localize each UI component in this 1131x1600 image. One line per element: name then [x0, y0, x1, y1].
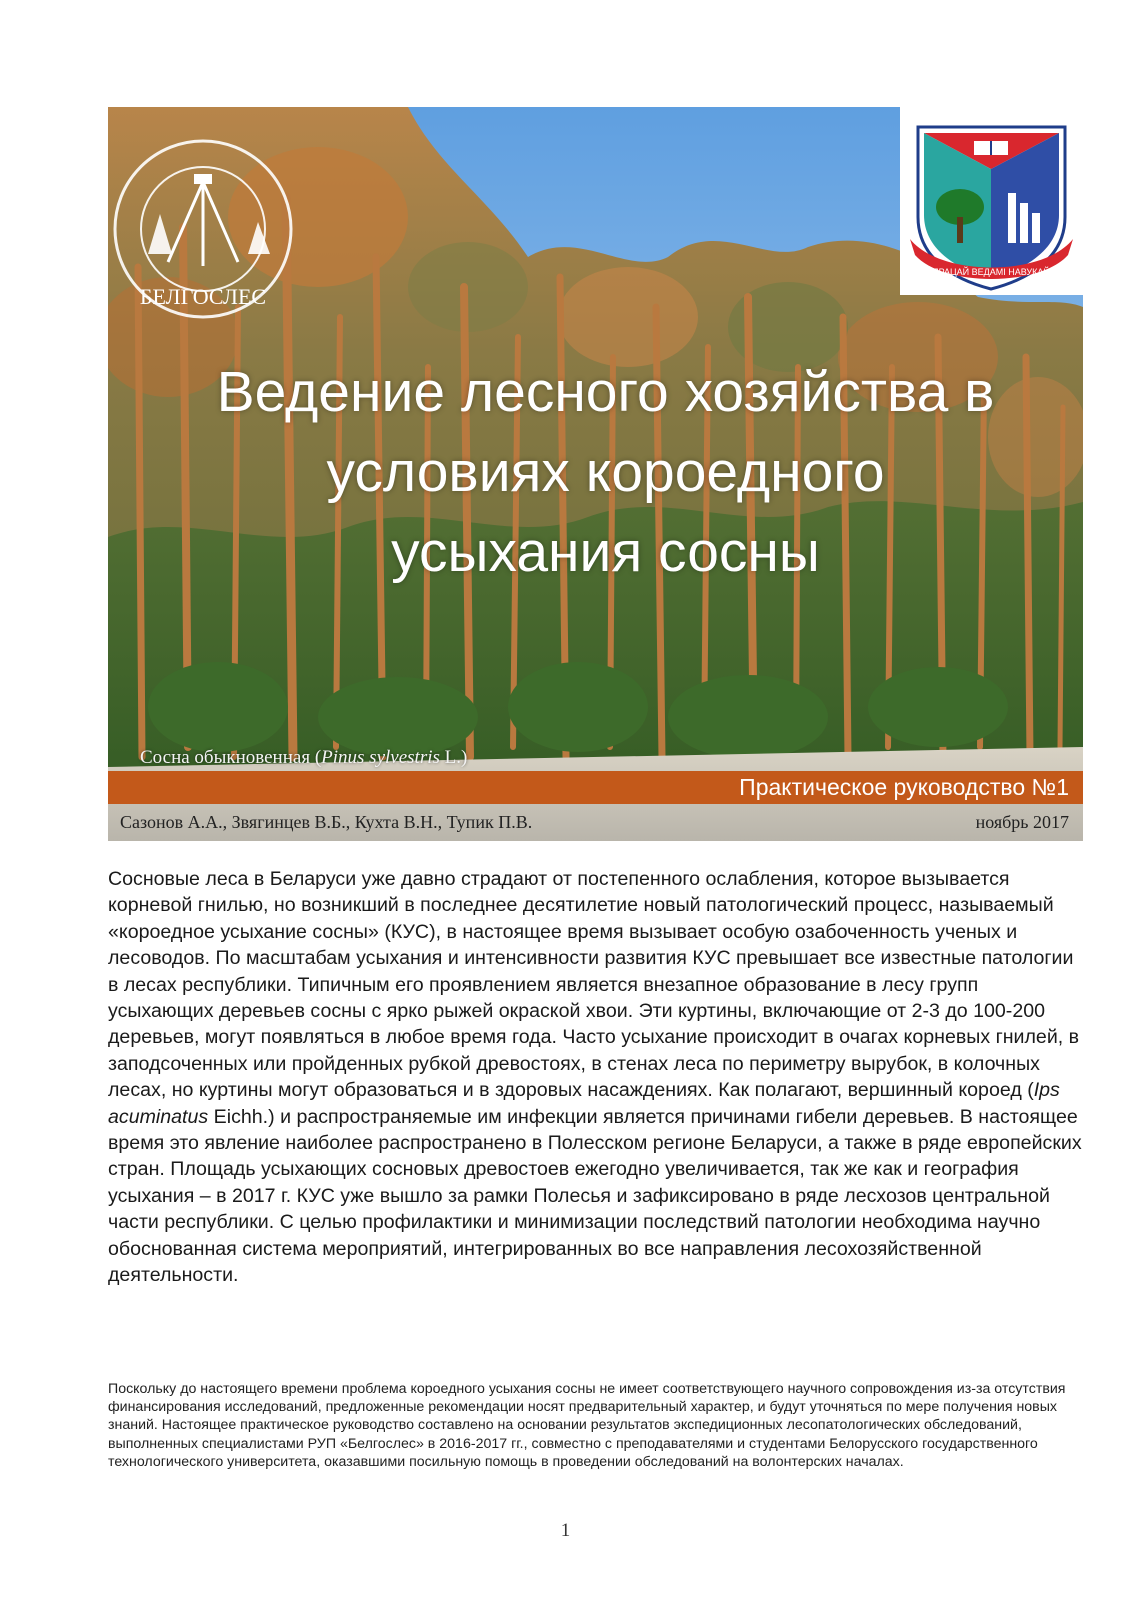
- crest-motto: ПРАЦАЙ ВЕДАМІ НАВУКАЙ: [932, 267, 1050, 277]
- title-line-2: условиях короедного: [326, 440, 885, 504]
- guide-label: Практическое руководство №1: [739, 774, 1069, 800]
- caption-species: Pinus sylvestris: [321, 747, 440, 768]
- seal-text: БЕЛГОСЛЕС: [139, 284, 267, 309]
- main-paragraph: [108, 866, 1083, 1289]
- title-line-1: Ведение лесного хозяйства в: [216, 360, 995, 424]
- note-paragraph: Поскольку до настоящего времени проблема короедного усыхания сосны не имеет соответствующего научного сопровождения из-за отсутствия финансирования исследований, предложенные рекомендации носят предварительный характер, и будут уточняться по мере получения новых знаний. Настоящее практическое руководство составлено на основании результатов экспедиционных лесопатологических обследований, выполненных специалистами РУП «Белгослес» в 2016-2017 гг., совместно с преподавателями и студентами Белорусского государственного технологического университета, оказавшими посильную помощь в проведении обследований на волонтерских началах.: [108, 1381, 1066, 1470]
- species-name: Ips acuminatus: [108, 1079, 1060, 1128]
- university-crest: [900, 107, 1083, 295]
- photo-caption: [140, 747, 467, 769]
- title-line-3: усыхания сосны: [391, 520, 820, 584]
- publication-date: ноябрь 2017: [975, 812, 1069, 832]
- paragraph-part-2: Eichh.) и распространяемые им инфекции является причинами гибели деревьев. В настоящее время это явление наиболее распространено в Полесском регионе Беларуси, а также в ряде европейских стран. Площадь усыхающих сосновых древостоев ежегодно увеличивается, так же как и география усыхания – в 2017 г. КУС уже вышло за рамки Полесья и зафиксировано в ряде лесхозов центральной части республики. С целью профилактики и минимизации последствий патологии необходима научно обоснованная система мероприятий, интегрированных во все направления лесохозяйственной деятельности.: [108, 1105, 1082, 1287]
- caption-suffix: L.): [439, 747, 468, 768]
- guide-band: [108, 771, 1083, 804]
- cover-title: [108, 352, 1083, 592]
- paragraph-part-1: Сосновые леса в Беларуси уже давно страдают от постепенного ослабления, которое вызывается корневой гнилью, но возникший в последнее десятилетие новый патологический процесс, называемый «короедное усыхание сосны» (КУС), в настоящее время вызывает особую озабоченность ученых и лесоводов. По масштабам усыхания и интенсивности развития КУС превышает все известные патологии в лесах республики. Типичным его проявлением является внезапное образование в лесу групп усыхающих деревьев сосны с ярко рыжей окраской хвои. Эти куртины, включающие от 2-3 до 100-200 деревьев, могут появляться в любое время года. Часто усыхание происходит в очагах корневых гнилей, в заподсоченных или пройденных рубкой древостоях, в стенах леса по периметру вырубок, в колочных лесах, но куртины могут образоваться и в здоровых насаждениях. Как полагают, вершинный короед (: [108, 868, 1080, 1102]
- authors: Сазонов А.А., Звягинцев В.Б., Кухта В.Н., Тупик П.В.: [120, 812, 533, 832]
- belgosles-seal-logo: [108, 134, 298, 324]
- page-number: 1: [560, 1520, 571, 1541]
- caption-prefix: Сосна обыкновенная (: [140, 747, 322, 768]
- cover-image-area: [108, 107, 1083, 841]
- authors-strip: [108, 804, 1083, 841]
